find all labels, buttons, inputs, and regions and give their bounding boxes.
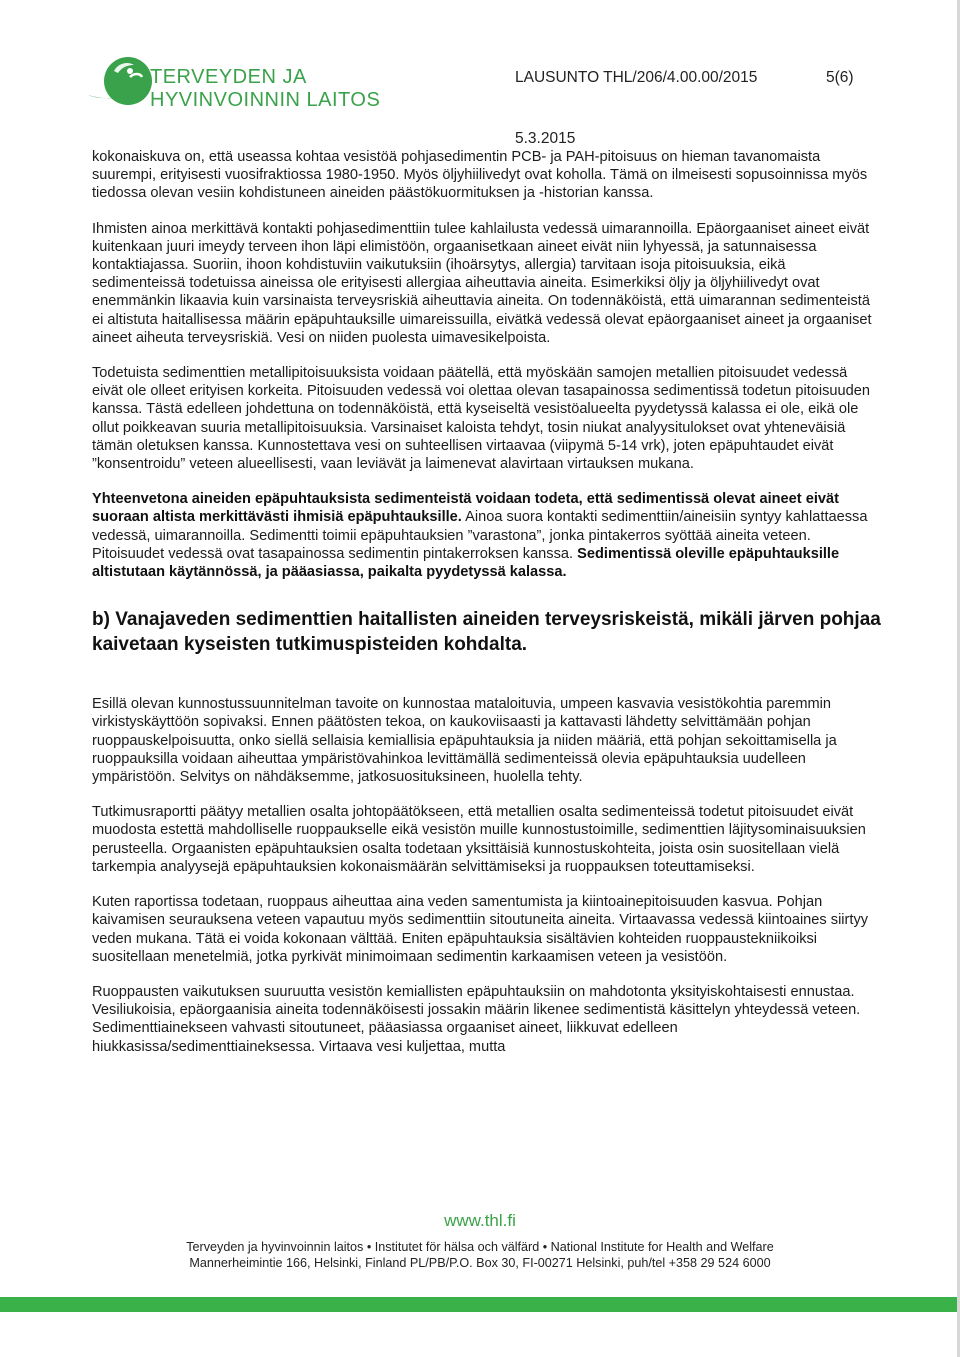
paragraph-3: Todetuista sedimenttien metallipitoisuuksista voidaan päätellä, että myöskään samojen metallien pitoisuudet vedessä eivät ole olleet erityisen korkeita. Pitoisuuden vedessä voi olettaa olevan tasapainossa sedimentissä todetun pitoisuuden kanssa. Tästä edelleen johdettuna on todennäköistä, että kyseiseltä vesistöalueelta pyydetyssä kalassa ei ole, eikä ole ollut poikkeavan suuria metallipitoisuuksia. Varsinaiset kaloista tehdyt, tosin niukat analyysitulokset ovat yhteneväisiä tämän oletuksen kanssa. Kunnostettava vesi on suhteellisen virtaavaa (viipymä 5-14 vrk), joten epäpuhtaudet eivät ”konsentroidu” veteen alueellisesti, vaan leviävät ja laimenevat alavirtaan virtauksen mukana.: [92, 365, 871, 473]
summary-bold-1: Yhteenvetona aineiden epäpuhtauksista sedimenteistä voidaan todeta, että sedimentissä olevat aineet eivät suoraan altista merkittävästi ihmisiä epäpuhtauksille.: [92, 491, 839, 526]
footer-institute-names: Terveyden ja hyvinvoinnin laitos • Institutet för hälsa och välfärd • National Institute for Health and Welfare: [186, 1240, 774, 1254]
section-heading-b: b) Vanajaveden sedimenttien haitallisten aineiden terveysriskeistä, mikäli järven pohjaa kaivetaan kyseisten tutkimuspisteiden kohdalta.: [92, 609, 881, 656]
organization-name: [150, 66, 380, 112]
paragraph-2: Ihmisten ainoa merkittävä kontakti pohjasedimenttiin tulee kahlailusta vedessä uimarannoilla. Epäorgaaniset aineet eivät kuitenkaan juuri imeydy terveen ihon läpi elimistöön, orgaanisetkaan aineet eivät niin lyhyessä, ja satunnaisessa kontaktiajassa. Suoriin, ihoon kohdistuviin vaikutuksiin (ihoärsytys, allergia) tarvitaan isoja pitoisuuksia, eikä sedimenteissä todetuissa aineissa ole erityisesti allergiaa aiheuttavia aineita. Esimerkiksi öljy ja öljyhiilivedyt ovat enemmänkin likaavia kuin varsinaista terveysriskiä aiheuttavia aineita. On todennäköistä, että uimarannan sedimenteistä ei altistuta haitallisessa määrin epäpuhtauksille uimareissuilla, eivätkä vedessä olevat epäorgaaniset aineet ja orgaaniset aineet aiheuta terveysriskiä. Vesi on niiden puolesta uimavesikelpoista.: [92, 220, 872, 346]
paragraph-7: Kuten raportissa todetaan, ruoppaus aiheuttaa aina veden samentumista ja kiintoainepitoisuuden kasvua. Pohjan kaivamisen seurauksena veteen vapautuu myös sedimenttiin sitoutuneita aineita. Virtaavassa vedessä kiintoaines siirtyy veden mukana. Tätä ei voida kokonaan välttää. Eniten epäpuhtauksia sisältävien kohteiden ruoppaustekniikoiksi suositellaan menetelmiä, jotka pyrkivät minimoimaan sedimentin karkaamisen veteen ja vesistöön.: [92, 894, 869, 965]
page-number: 5(6): [826, 69, 854, 86]
summary-plain: Ainoa suora kontakti sedimenttiin/aineisiin syntyy kahlattaessa vedessä, uimarannoilla. Sedimentti toimii epäpuhtauksien ”varastona”, jonka pintakerros syöttää aineita veteen. Pitoisuudet vedessä ovat tasapainossa sedimentin pintakerroksen kanssa.: [92, 509, 868, 562]
paragraph-summary: [92, 490, 882, 581]
document-date: 5.3.2015: [515, 130, 576, 147]
footer-address: Mannerheimintie 166, Helsinki, Finland PL/PB/P.O. Box 30, FI-00271 Helsinki, puh/tel +358 29 524 6000: [189, 1256, 771, 1270]
org-name-line1: TERVEYDEN JA: [150, 66, 307, 88]
paragraph-1: kokonaiskuva on, että useassa kohtaa vesistöä pohjasedimentin PCB- ja PAH-pitoisuus on hieman tavanomaista suurempi, erityisesti vuosifraktiossa 1980-1950. Myös öljyhiilivedyt ovat koholla. Tämä on ilmeisesti sopusoinnissa myös tiedossa olevan vesiin kohdistuneen aineiden päästökuormituksen ja -historian kanssa.: [92, 149, 868, 202]
org-name-line2: HYVINVOINNIN LAITOS: [150, 89, 381, 111]
paragraph-6: Tutkimusraportti päätyy metallien osalta johtopäätökseen, että metallien osalta sedimenteissä todetut pitoisuudet eivät muodosta estettä mahdolliselle ruoppaukselle eikä vesistön muille kunnostustoimille, sedimenttien läjitysominaisuuksien perusteella. Orgaanisten epäpuhtauksien osalta todetaan yksittäisiä kunnostuskohteita, joista osin suositellaan vielä tarkempia analyysejä epäpuhtauksien kokonaismäärän selvittämiseksi ja ruoppauksen toteuttamiseksi.: [92, 804, 866, 875]
paragraph-8: Ruoppausten vaikutuksen suuruutta vesistön kemiallisten epäpuhtauksiin on mahdotonta yksityiskohtaisesti ennustaa. Vesiliukoisia, epäorgaanisia aineita todennäköisesti jossakin määrin likenee sedimentistä käsittelyn yhteydessä veteen. Sedimenttiainekseen vahvasti sitoutuneet, pääasiassa orgaaniset aineet, liikkuvat edelleen hiukkasissa/sedimenttiaineksessa. Virtaava vesi kuljettaa, mutta: [92, 983, 861, 1055]
summary-bold-2: Sedimentissä oleville epäpuhtauksille altistutaan käytännössä, ja pääasiassa, paikalta pyydetyssä kalassa.: [92, 545, 840, 581]
footer-website-link[interactable]: www.thl.fi: [444, 1211, 516, 1230]
document-body: [92, 148, 882, 1073]
footer-green-bar: [0, 1297, 960, 1312]
document-reference: LAUSUNTO THL/206/4.00.00/2015: [515, 69, 758, 86]
paragraph-5: Esillä olevan kunnostussuunnitelman tavoite on kunnostaa mataloituvia, umpeen kasvavia vesistökohtia paremmin virkistyskäyttöön sopivaksi. Ennen päätösten tekoa, on kaukoviisaasti ja kattavasti lähdetty selvittämään pohjan ruoppauskelpoisuutta, onko siellä sellaisia kemiallisia epäpuhtauksia ja niiden määriä, että pohjan sekoittamisella ja ruoppauksilla voidaan aiheuttaa ympäristövahinkoa levittämällä sedimenteissä olevia epäpuhtauksia uudelleen ympäristöön. Selvitys on nähdäksemme, jatkosuosituksineen, huolella tehty.: [92, 696, 837, 786]
